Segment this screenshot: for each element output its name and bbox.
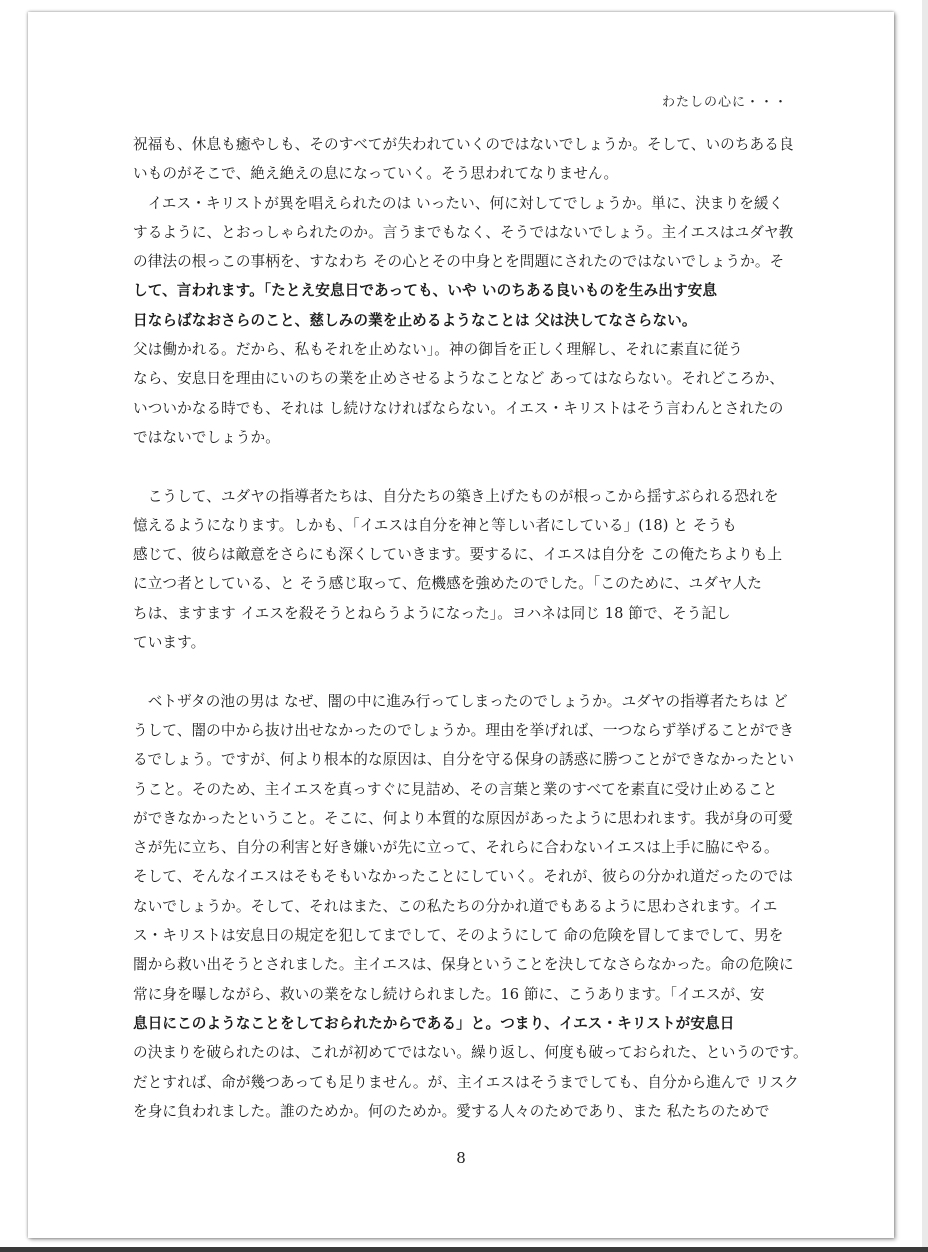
viewer-scrollbar-track[interactable]	[922, 0, 928, 1252]
text-line: するように、とおっしゃられたのか。言うまでもなく、そうではないでしょう。主イエスはユダヤ教	[133, 223, 794, 241]
running-header: わたしの心に・・・	[661, 95, 788, 110]
viewer-bottom-bar	[0, 1247, 928, 1252]
text-line: うこと。そのため、主イエスを真っすぐに見詰め、その言葉と業のすべてを素直に受け止めること	[133, 780, 778, 798]
text-line: 祝福も、休息も癒やしも、そのすべてが失われていくのではないでしょうか。そして、いのちある良	[133, 136, 794, 153]
text-line: さが先に立ち、自分の利害と好き嫌いが先に立って、それらに合わないイエスは上手に脇にやる。	[133, 839, 779, 857]
text-line: を身に負われました。誰のためか。何のためか。愛する人々のためであり、また 私たちのためで	[133, 1102, 770, 1120]
text-line: うして、闇の中から抜け出せなかったのでしょうか。理由を挙げれば、一つならず挙げることができ	[133, 721, 794, 739]
text-line-quote: 息日にこのようなことをしておられたからである」と。つまり、イエス・キリストが安息日	[133, 1014, 735, 1032]
document-page	[28, 12, 894, 1238]
text-line: の律法の根っこの事柄を、すなわち その心とその中身とを問題にされたのではないでしょうか。そ	[133, 253, 785, 271]
text-line: いものがそこで、絶え絶えの息になっていく。そう思われてなりません。	[133, 165, 619, 183]
text-line: 常に身を曝しながら、救いの業をなし続けられました。16 節に、こうあります。「イエスが、安	[133, 985, 765, 1003]
text-line: だとすれば、命が幾つあっても足りません。が、主イエスはそうまでしても、自分から進んで リスク	[133, 1073, 799, 1091]
text-line: ベトザタの池の男は なぜ、闇の中に進み行ってしまったのでしょうか。ユダヤの指導者たちは ど	[133, 692, 788, 710]
text-line: ではないでしょうか。	[133, 428, 280, 446]
text-line: 父は働かれる。だから、私もそれを止めない」。神の御旨を正しく理解し、それに素直に従う	[133, 341, 743, 359]
text-line: の決まりを破られたのは、これが初めてではない。繰り返し、何度も破っておられた、というのです。	[133, 1044, 808, 1062]
text-line: 憶えるようになります。しかも、「イエスは自分を神と等しい者にしている」(18) と そうも	[133, 516, 737, 534]
text-line: 感じて、彼らは敵意をさらにも深くしていきます。要するに、イエスは自分を この俺たちよりも上	[133, 546, 783, 564]
text-line: そして、そんなイエスはそもそもいなかったことにしていく。それが、彼らの分かれ道だったのでは	[133, 868, 794, 886]
text-line: イエス・キリストが異を唱えられたのは いったい、何に対してでしょうか。単に、決まりを緩く	[133, 194, 784, 212]
text-line: なら、安息日を理由にいのちの業を止めさせるようなことなど あってはならない。それどころか、	[133, 370, 785, 388]
text-line: ができなかったということ。そこに、何より本質的な原因があったように思われます。我が身の可愛	[133, 809, 793, 827]
body-text	[133, 130, 808, 1126]
paragraph-gap	[133, 452, 793, 481]
text-line: いついかなる時でも、それは し続けなければならない。イエス・キリストはそう言わんとされたの	[133, 399, 784, 417]
text-line: ちは、ますます イエスを殺そうとねらうようになった」。ヨハネは同じ 18 節で、そう記し	[133, 604, 731, 622]
text-line: るでしょう。ですが、何より根本的な原因は、自分を守る保身の誘惑に勝つことができなかったとい	[133, 751, 795, 769]
text-line: ないでしょうか。そして、それはまた、この私たちの分かれ道でもあるように思わされます。イエ	[133, 897, 778, 915]
text-line-quote: 日ならばなおさらのこと、慈しみの業を止めるようなことは 父は決してなさらない。	[133, 311, 697, 329]
text-line: ス・キリストは安息日の規定を犯してまでして、そのようにして 命の危険を冒してまでして、男を	[133, 927, 784, 945]
text-line: 闇から救い出そうとされました。主イエスは、保身ということを決してなさらなかった。命の危険に	[133, 956, 794, 974]
text-line: に立つ者としている、と そう感じ取って、危機感を強めたのでした。「このために、ユダヤ人た	[133, 575, 762, 593]
text-line: こうして、ユダヤの指導者たちは、自分たちの築き上げたものが根っこから揺すぶられる恐れを	[133, 487, 779, 505]
text-line-quote: して、言われます。「たとえ安息日であっても、いや いのちある良いものを生み出す安息	[133, 282, 718, 300]
paragraph-gap	[133, 657, 793, 686]
text-line: ています。	[133, 634, 206, 652]
page-number: 8	[456, 1149, 466, 1167]
